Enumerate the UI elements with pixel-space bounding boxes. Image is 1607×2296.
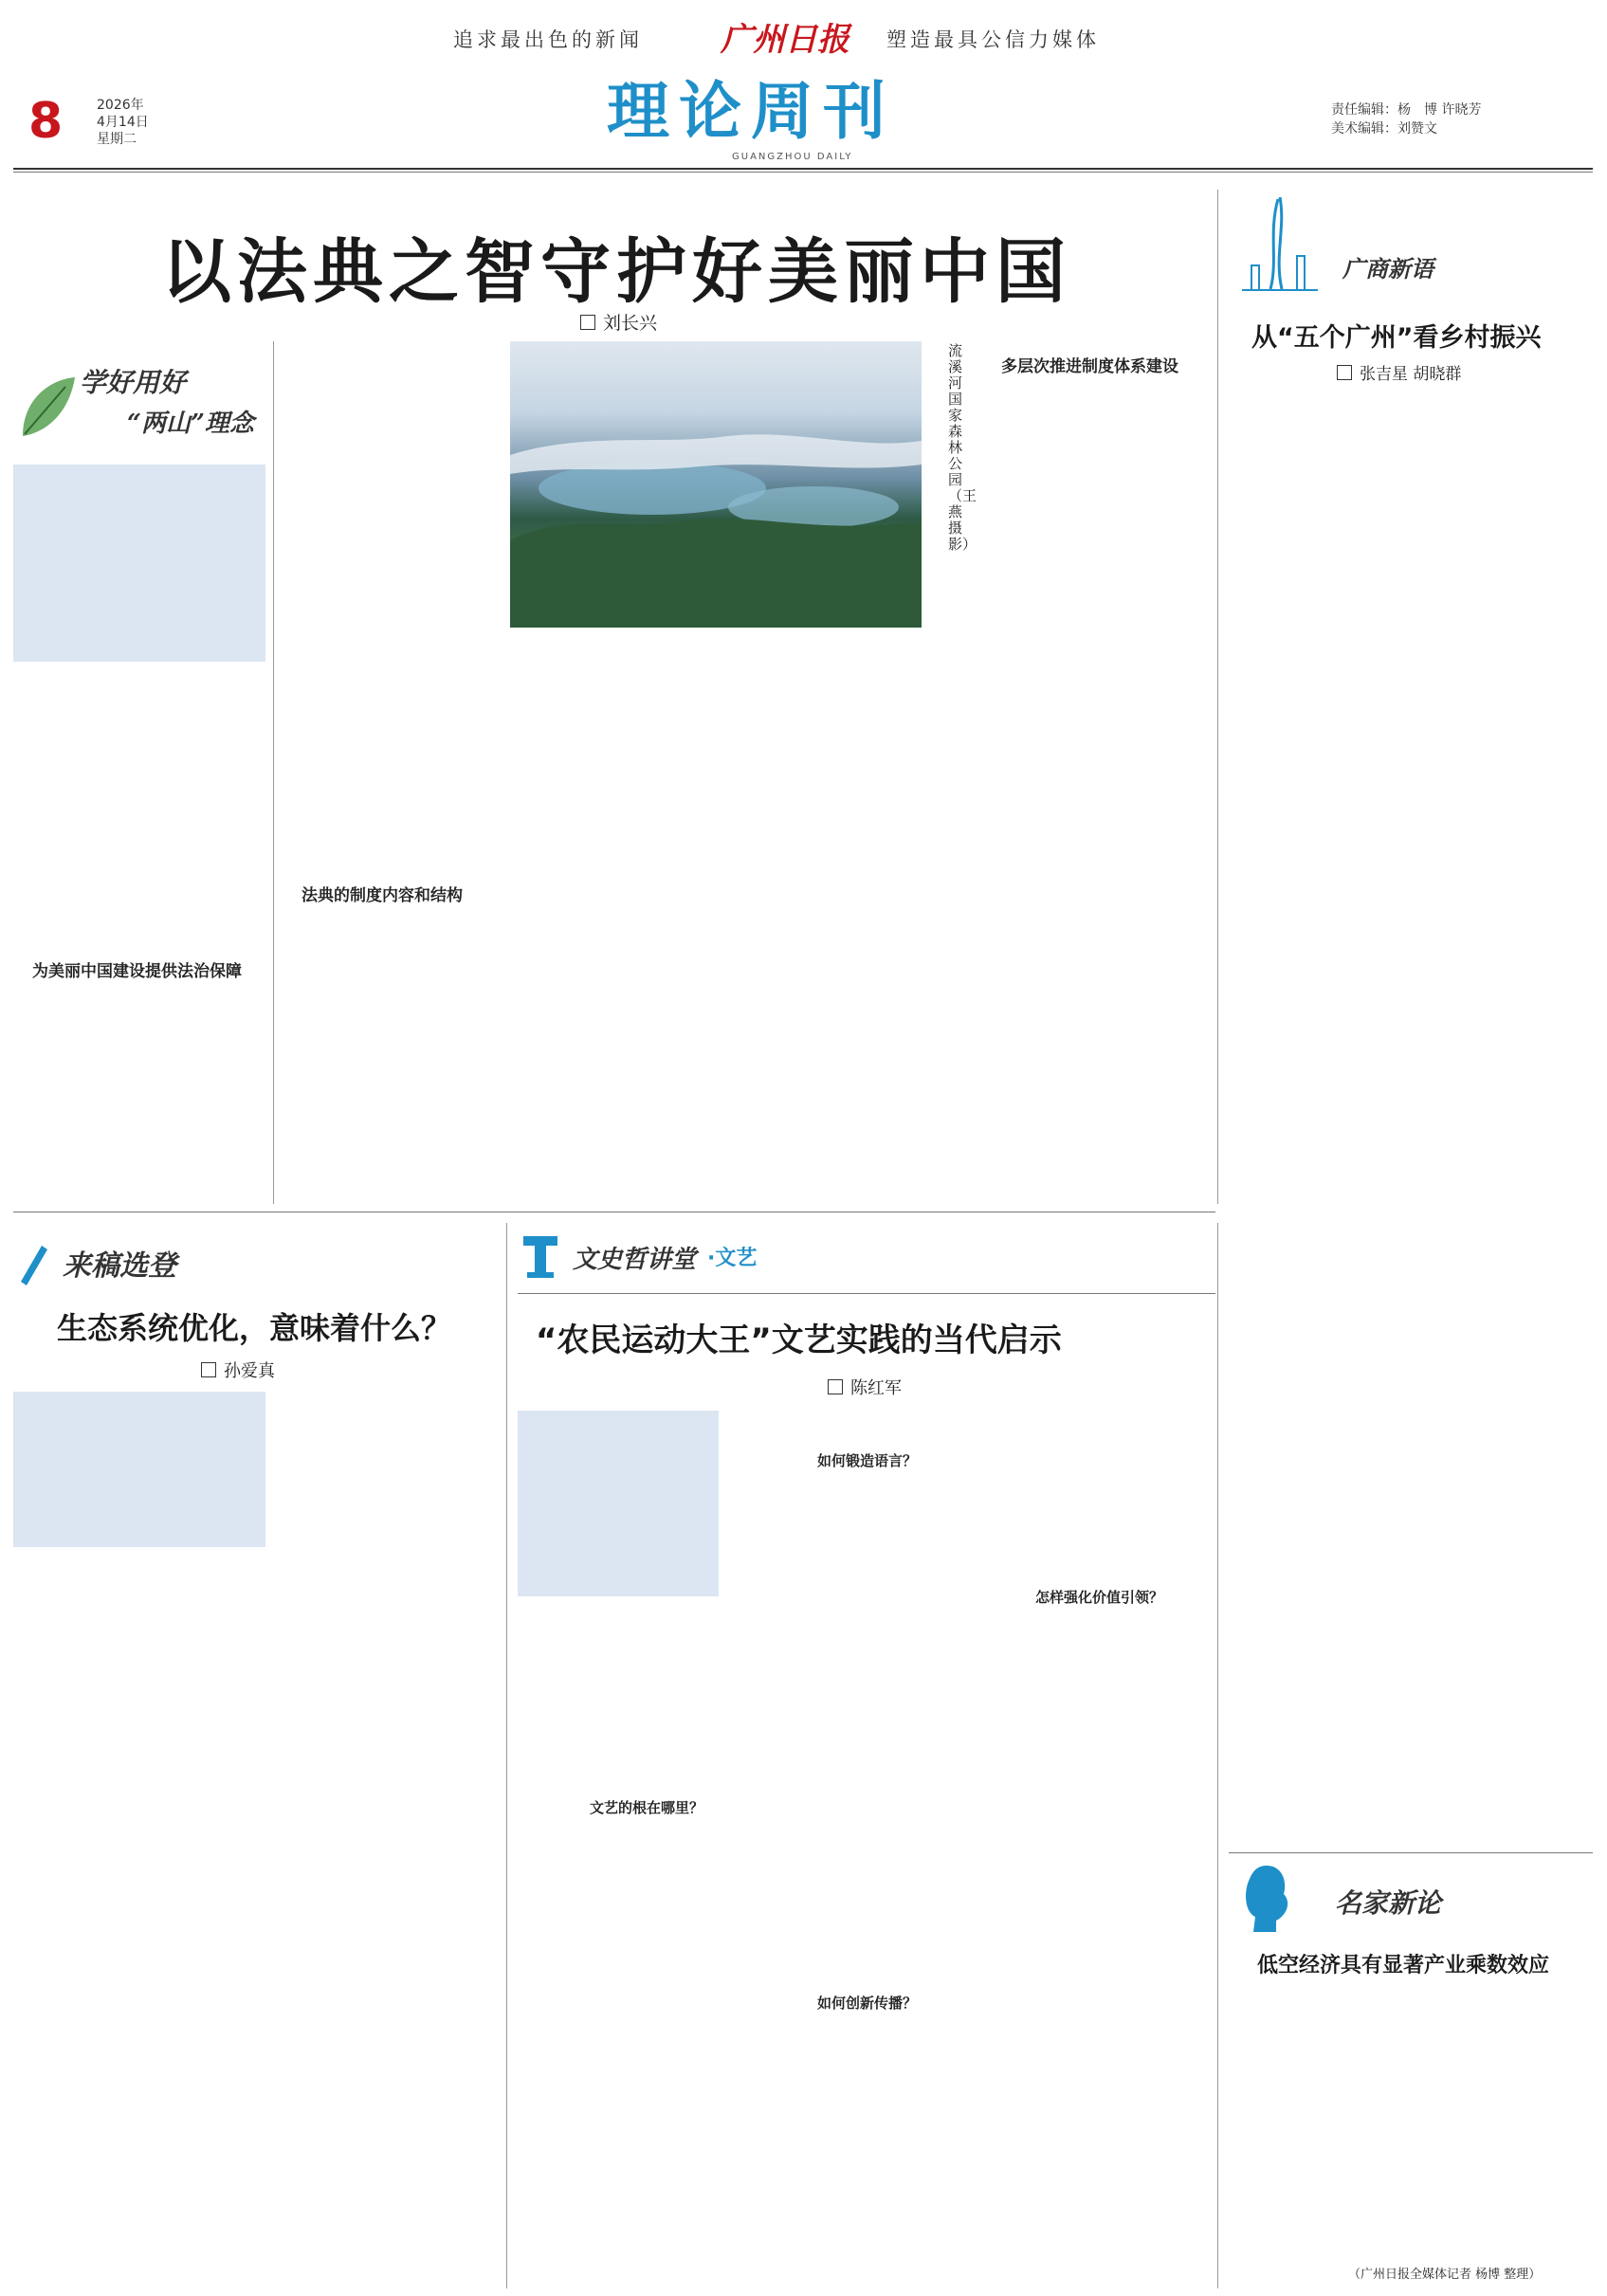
editor-credits xyxy=(1331,100,1481,138)
column-label-text: 广商新语 xyxy=(1342,255,1434,282)
middle-bottom-byline: 陈红军 xyxy=(828,1375,902,1399)
right-bottom-footer: （广州日报全媒体记者 杨博 整理） xyxy=(1348,2268,1542,2282)
right-bottom-paragraph xyxy=(1233,2029,1589,2256)
main-byline: 刘长兴 xyxy=(580,309,657,335)
middle-bottom-paragraph xyxy=(958,1411,1208,2288)
left-bottom-paragraph xyxy=(281,1392,501,2288)
section-masthead-en: GUANGZHOU DAILY xyxy=(732,152,853,162)
header-slogan-right: 塑造最具公信力媒体 xyxy=(886,28,1100,51)
main-headline: 以法典之智守护好美丽中国 xyxy=(161,231,1071,313)
column-divider xyxy=(1217,190,1218,1204)
main-paragraph xyxy=(13,986,265,1194)
column-divider xyxy=(1217,1223,1218,2288)
middle-bottom-lede xyxy=(518,1411,719,1596)
main-subhead-1: 为美丽中国建设提供法治保障 xyxy=(32,962,242,981)
middle-subhead-3: 怎样强化价值引领？ xyxy=(1035,1589,1164,1606)
main-subhead-2: 法典的制度内容和结构 xyxy=(301,886,463,905)
main-lede xyxy=(13,465,265,662)
section-rule xyxy=(518,1293,1215,1294)
lectern-icon xyxy=(520,1232,561,1280)
pen-icon xyxy=(13,1240,51,1287)
column-label-mjxl xyxy=(1229,1858,1593,1943)
main-subhead-3: 多层次推进制度体系建设 xyxy=(1001,357,1178,376)
column-tag: ·文艺 xyxy=(707,1247,758,1270)
middle-subhead-1: 如何锻造语言？ xyxy=(817,1452,918,1469)
dateline xyxy=(97,97,149,148)
column-label-lgxd xyxy=(13,1232,421,1299)
main-paragraph xyxy=(13,673,265,948)
header-rule xyxy=(13,168,1593,170)
section-rule xyxy=(1229,1852,1593,1853)
header-rule-thin xyxy=(13,172,1593,173)
date-year: 2026年 xyxy=(97,98,144,113)
middle-bottom-paragraph xyxy=(518,1608,719,2288)
date-weekday: 星期二 xyxy=(97,132,137,147)
left-bottom-headline: 生态系统优化，意味着什么？ xyxy=(57,1310,452,1346)
column-label-xhyh xyxy=(13,360,269,455)
middle-bottom-headline: “农民运动大王”文艺实践的当代启示 xyxy=(536,1321,1062,1359)
leaf-icon xyxy=(13,370,80,446)
column-label-text: 文史哲讲堂 xyxy=(573,1246,697,1274)
column-label-line1: 学好用好 xyxy=(80,367,187,398)
main-paragraph xyxy=(732,645,922,1194)
column-label-text: 名家新论 xyxy=(1335,1887,1442,1919)
section-masthead: 理论周刊 xyxy=(607,74,895,148)
canton-tower-icon xyxy=(1242,190,1318,294)
left-bottom-paragraph xyxy=(13,1558,265,2288)
main-paragraph xyxy=(281,910,491,1194)
column-label-gsxy xyxy=(1229,190,1593,303)
main-paragraph xyxy=(281,341,491,872)
left-bottom-byline: 孙爱真 xyxy=(201,1358,275,1382)
date-day: 4月14日 xyxy=(97,115,149,130)
middle-subhead-2: 文艺的根在哪里？ xyxy=(590,1799,704,1816)
main-paragraph xyxy=(510,645,700,1194)
editor-line: 责任编辑：杨 博 许晓芳 xyxy=(1331,102,1482,118)
middle-bottom-paragraph xyxy=(730,1411,946,2288)
column-label-wszjt xyxy=(518,1223,1215,1295)
header-slogan-left: 追求最出色的新闻 xyxy=(453,28,643,51)
art-editor-line: 美术编辑：刘赞文 xyxy=(1331,121,1437,137)
landscape-photo xyxy=(510,341,922,628)
column-label-text: 来稿选登 xyxy=(63,1249,176,1283)
photo-caption: 流溪河国家森林公园（王燕 摄影） xyxy=(948,342,977,553)
main-paragraph xyxy=(973,383,1206,1179)
right-top-headline: 从“五个广州”看乡村振兴 xyxy=(1251,323,1542,353)
page-number: 8 xyxy=(28,93,64,150)
lake-illustration xyxy=(510,341,922,628)
column-label-line2: “两山”理念 xyxy=(127,410,254,438)
right-bottom-headline: 低空经济具有显著产业乘数效应 xyxy=(1257,1954,1550,1977)
paper-logo: 广州日报 xyxy=(721,21,849,59)
column-divider xyxy=(506,1223,507,2288)
right-top-paragraph xyxy=(1229,391,1593,1841)
left-bottom-lede xyxy=(13,1392,265,1547)
middle-subhead-4: 如何创新传播？ xyxy=(817,1995,918,2012)
profile-icon xyxy=(1238,1860,1295,1936)
column-divider xyxy=(273,341,274,1204)
right-top-byline: 张吉星 胡晓群 xyxy=(1337,360,1461,384)
